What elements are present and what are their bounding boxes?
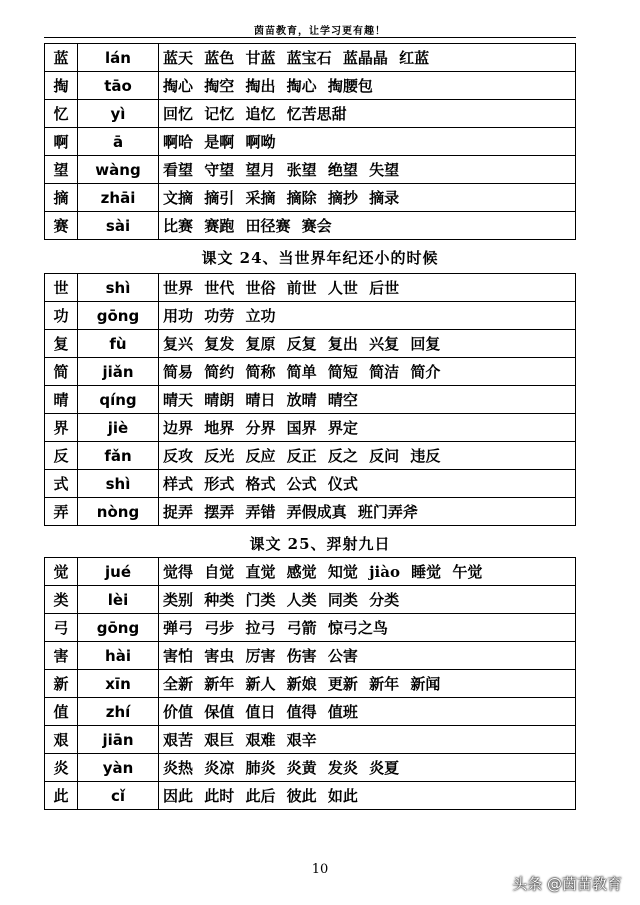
words-cell: 害怕 害虫 厉害 伤害 公害 — [159, 642, 576, 670]
table-row — [45, 212, 576, 240]
words-cell: 艰苦 艰巨 艰难 艰辛 — [159, 726, 576, 754]
pinyin-cell: yì — [78, 100, 159, 128]
table-row — [45, 44, 576, 72]
words-cell: 简易 简约 简称 简单 简短 简洁 简介 — [159, 358, 576, 386]
words-cell: 回忆 记忆 追忆 忆苦思甜 — [159, 100, 576, 128]
char-cell: 简 — [45, 358, 78, 386]
char-cell: 世 — [45, 274, 78, 302]
pinyin-cell: yàn — [78, 754, 159, 782]
words-cell: 啊哈 是啊 啊呦 — [159, 128, 576, 156]
pinyin-cell: fù — [78, 330, 159, 358]
pinyin-cell: lèi — [78, 586, 159, 614]
words-cell: 价值 保值 值日 值得 值班 — [159, 698, 576, 726]
pinyin-cell: gōng — [78, 614, 159, 642]
pinyin-cell: hài — [78, 642, 159, 670]
table-row — [45, 642, 576, 670]
table-row — [45, 498, 576, 526]
words-cell: 比赛 赛跑 田径赛 赛会 — [159, 212, 576, 240]
char-cell: 反 — [45, 442, 78, 470]
words-cell: 蓝天 蓝色 甘蓝 蓝宝石 蓝晶晶 红蓝 — [159, 44, 576, 72]
pinyin-cell: jué — [78, 558, 159, 586]
words-cell: 炎热 炎凉 肺炎 炎黄 发炎 炎夏 — [159, 754, 576, 782]
lesson-24-title: 课文 24、当世界年纪还小的时候 — [201, 249, 439, 267]
char-cell: 觉 — [45, 558, 78, 586]
page-header: 茵苗教育，让学习更有趣！ — [254, 26, 386, 37]
char-cell: 掏 — [45, 72, 78, 100]
words-cell: 边界 地界 分界 国界 界定 — [159, 414, 576, 442]
vocab-table-lesson-25 — [44, 557, 576, 810]
pinyin-cell: xīn — [78, 670, 159, 698]
vocab-table-1 — [44, 43, 576, 240]
lesson-25-title: 课文 25、羿射九日 — [249, 535, 391, 553]
char-cell: 摘 — [45, 184, 78, 212]
table-row — [45, 414, 576, 442]
pinyin-cell: sài — [78, 212, 159, 240]
words-cell: 复兴 复发 复原 反复 复出 兴复 回复 — [159, 330, 576, 358]
char-cell: 弓 — [45, 614, 78, 642]
char-cell: 蓝 — [45, 44, 78, 72]
pinyin-cell: tāo — [78, 72, 159, 100]
table-row — [45, 358, 576, 386]
words-cell: 全新 新年 新人 新娘 更新 新年 新闻 — [159, 670, 576, 698]
words-cell: 反攻 反光 反应 反正 反之 反问 违反 — [159, 442, 576, 470]
char-cell: 望 — [45, 156, 78, 184]
char-cell: 此 — [45, 782, 78, 810]
table-row — [45, 156, 576, 184]
char-cell: 炎 — [45, 754, 78, 782]
words-cell: 文摘 摘引 采摘 摘除 摘抄 摘录 — [159, 184, 576, 212]
char-cell: 界 — [45, 414, 78, 442]
watermark: 头条 @茵苗教育 — [512, 875, 622, 893]
char-cell: 赛 — [45, 212, 78, 240]
char-cell: 晴 — [45, 386, 78, 414]
words-cell: 因此 此时 此后 彼此 如此 — [159, 782, 576, 810]
words-cell: 觉得 自觉 直觉 感觉 知觉 jiào 睡觉 午觉 — [159, 558, 576, 586]
pinyin-cell: zhāi — [78, 184, 159, 212]
words-cell: 世界 世代 世俗 前世 人世 后世 — [159, 274, 576, 302]
char-cell: 类 — [45, 586, 78, 614]
pinyin-cell: shì — [78, 470, 159, 498]
table-row — [45, 558, 576, 586]
table-row — [45, 442, 576, 470]
table-row — [45, 386, 576, 414]
pinyin-cell: gōng — [78, 302, 159, 330]
table-row — [45, 670, 576, 698]
char-cell: 式 — [45, 470, 78, 498]
pinyin-cell: nòng — [78, 498, 159, 526]
words-cell: 用功 功劳 立功 — [159, 302, 576, 330]
table-row — [45, 470, 576, 498]
words-cell: 捉弄 摆弄 弄错 弄假成真 班门弄斧 — [159, 498, 576, 526]
table-row — [45, 614, 576, 642]
words-cell: 弹弓 弓步 拉弓 弓箭 惊弓之鸟 — [159, 614, 576, 642]
words-cell: 样式 形式 格式 公式 仪式 — [159, 470, 576, 498]
pinyin-cell: jiǎn — [78, 358, 159, 386]
pinyin-cell: wàng — [78, 156, 159, 184]
page-number: 10 — [311, 862, 329, 877]
pinyin-cell: cǐ — [78, 782, 159, 810]
char-cell: 弄 — [45, 498, 78, 526]
header-rule — [44, 37, 576, 38]
pinyin-cell: fǎn — [78, 442, 159, 470]
words-cell: 看望 守望 望月 张望 绝望 失望 — [159, 156, 576, 184]
char-cell: 啊 — [45, 128, 78, 156]
pinyin-cell: shì — [78, 274, 159, 302]
words-cell: 掏心 掏空 掏出 掏心 掏腰包 — [159, 72, 576, 100]
table-row — [45, 72, 576, 100]
pinyin-cell: jiè — [78, 414, 159, 442]
words-cell: 晴天 晴朗 晴日 放晴 晴空 — [159, 386, 576, 414]
table-row — [45, 128, 576, 156]
pinyin-cell: jiān — [78, 726, 159, 754]
pinyin-cell: zhí — [78, 698, 159, 726]
pinyin-cell: ā — [78, 128, 159, 156]
table-row — [45, 754, 576, 782]
table-row — [45, 726, 576, 754]
table-row — [45, 586, 576, 614]
table-row — [45, 184, 576, 212]
words-cell: 类别 种类 门类 人类 同类 分类 — [159, 586, 576, 614]
char-cell: 艰 — [45, 726, 78, 754]
char-cell: 忆 — [45, 100, 78, 128]
table-row — [45, 302, 576, 330]
table-row — [45, 100, 576, 128]
char-cell: 复 — [45, 330, 78, 358]
pinyin-cell: qíng — [78, 386, 159, 414]
table-row — [45, 274, 576, 302]
table-row — [45, 330, 576, 358]
vocab-table-lesson-24 — [44, 273, 576, 526]
char-cell: 值 — [45, 698, 78, 726]
pinyin-cell: lán — [78, 44, 159, 72]
table-row — [45, 698, 576, 726]
char-cell: 功 — [45, 302, 78, 330]
char-cell: 害 — [45, 642, 78, 670]
char-cell: 新 — [45, 670, 78, 698]
table-row — [45, 782, 576, 810]
